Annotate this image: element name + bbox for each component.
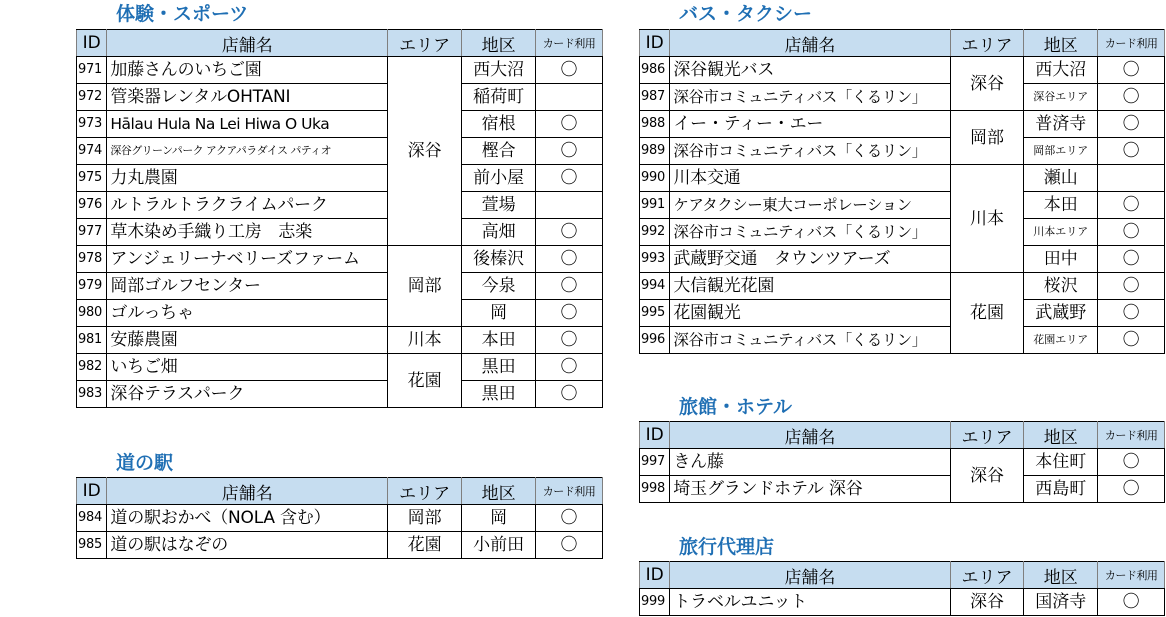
- cell-name: イー・ティー・エー: [670, 111, 950, 138]
- cell-name: 埼玉グランドホテル 深谷: [670, 476, 950, 503]
- cell-card: 〇: [1098, 111, 1165, 138]
- table-row: [77, 111, 603, 138]
- cell-name: 岡部ゴルフセンター: [107, 273, 388, 300]
- cell-id: 984: [77, 505, 107, 532]
- cell-card: 〇: [1098, 84, 1165, 111]
- table-row: [640, 449, 1165, 476]
- cell-name: きん藤: [670, 449, 950, 476]
- cell-card: 〇: [536, 505, 603, 532]
- cell-id: 998: [640, 476, 670, 503]
- table-row: [640, 273, 1165, 300]
- cell-district: 小前田: [462, 532, 536, 559]
- cell-district: 黒田: [462, 354, 536, 381]
- cell-card: 〇: [536, 273, 603, 300]
- header-name: 店舗名: [107, 478, 388, 505]
- cell-id: 993: [640, 246, 670, 273]
- cell-card: 〇: [536, 57, 603, 84]
- table-row: [640, 57, 1165, 84]
- table-michinoeki: [76, 477, 603, 559]
- cell-id: 999: [640, 589, 670, 616]
- cell-id: 988: [640, 111, 670, 138]
- cell-name: 草木染め手織り工房 志楽: [107, 219, 388, 246]
- cell-area: 花園: [950, 273, 1024, 354]
- cell-district: 稲荷町: [462, 84, 536, 111]
- cell-id: 972: [77, 84, 107, 111]
- cell-card: 〇: [536, 327, 603, 354]
- cell-district: 高畑: [462, 219, 536, 246]
- table-row: [77, 532, 603, 559]
- cell-name: 深谷市コミュニティバス「くるリン」: [670, 327, 950, 354]
- table-travel: [639, 561, 1165, 616]
- header-id: ID: [640, 562, 670, 589]
- cell-name: 川本交通: [670, 165, 950, 192]
- cell-area: 花園: [388, 354, 462, 408]
- cell-id: 973: [77, 111, 107, 138]
- cell-name: 大信観光花園: [670, 273, 950, 300]
- cell-name: 管楽器レンタルOHTANI: [107, 84, 388, 111]
- cell-area: 深谷: [950, 449, 1024, 503]
- cell-district: 西島町: [1024, 476, 1098, 503]
- table-row: [640, 300, 1165, 327]
- cell-card: 〇: [1098, 589, 1165, 616]
- cell-name: いちご畑: [107, 354, 388, 381]
- table-row: [77, 327, 603, 354]
- cell-name: ゴルっちゃ: [107, 300, 388, 327]
- table-row: [77, 300, 603, 327]
- cell-id: 994: [640, 273, 670, 300]
- cell-district: 前小屋: [462, 165, 536, 192]
- header-card: カード利用: [536, 30, 603, 57]
- cell-card: 〇: [1098, 273, 1165, 300]
- cell-district: 本田: [1024, 192, 1098, 219]
- cell-area: 岡部: [388, 505, 462, 532]
- cell-area: 深谷: [388, 57, 462, 246]
- header-card: カード利用: [536, 478, 603, 505]
- cell-card: 〇: [536, 219, 603, 246]
- cell-card: [536, 84, 603, 111]
- header-area: エリア: [950, 562, 1024, 589]
- section-title-michinoeki: 道の駅: [116, 452, 174, 474]
- header-district: 地区: [462, 478, 536, 505]
- cell-district: 西大沼: [462, 57, 536, 84]
- table-taiken: [76, 29, 603, 408]
- header-card: カード利用: [1098, 30, 1165, 57]
- table-row: [640, 476, 1165, 503]
- header-name: 店舗名: [670, 30, 950, 57]
- cell-name: トラベルユニット: [670, 589, 950, 616]
- cell-id: 977: [77, 219, 107, 246]
- table-row: [77, 57, 603, 84]
- table-row: [77, 354, 603, 381]
- cell-name: Hālau Hula Na Lei Hiwa O Uka: [107, 111, 388, 138]
- cell-id: 982: [77, 354, 107, 381]
- table-row: [77, 165, 603, 192]
- section-title-ryokan: 旅館・ホテル: [679, 396, 793, 418]
- cell-name: 深谷テラスパーク: [107, 381, 388, 408]
- cell-name: 道の駅おかべ（NOLA 含む）: [107, 505, 388, 532]
- cell-district: 岡部エリア: [1024, 138, 1098, 165]
- cell-id: 979: [77, 273, 107, 300]
- cell-district: 宿根: [462, 111, 536, 138]
- header-district: 地区: [462, 30, 536, 57]
- table-row: [77, 246, 603, 273]
- cell-district: 深谷エリア: [1024, 84, 1098, 111]
- header-name: 店舗名: [670, 422, 950, 449]
- cell-name: ルトラルトラクライムパーク: [107, 192, 388, 219]
- cell-card: 〇: [1098, 300, 1165, 327]
- header-area: エリア: [388, 30, 462, 57]
- cell-name: 力丸農園: [107, 165, 388, 192]
- table-ryokan: [639, 421, 1165, 503]
- table-row: [77, 505, 603, 532]
- cell-name: 深谷グリーンパーク アクアパラダイス パティオ: [107, 138, 388, 165]
- cell-district: 普済寺: [1024, 111, 1098, 138]
- cell-id: 978: [77, 246, 107, 273]
- cell-id: 983: [77, 381, 107, 408]
- cell-card: 〇: [536, 246, 603, 273]
- table-row: [640, 219, 1165, 246]
- cell-name: 深谷市コミュニティバス「くるリン」: [670, 138, 950, 165]
- cell-area: 川本: [388, 327, 462, 354]
- section-title-travel: 旅行代理店: [679, 536, 775, 558]
- table-header-row: [77, 478, 603, 505]
- table-row: [77, 381, 603, 408]
- header-district: 地区: [1024, 422, 1098, 449]
- cell-name: 安藤農園: [107, 327, 388, 354]
- cell-district: 今泉: [462, 273, 536, 300]
- cell-card: 〇: [1098, 138, 1165, 165]
- table-row: [640, 246, 1165, 273]
- table-row: [640, 165, 1165, 192]
- header-card: カード利用: [1098, 422, 1165, 449]
- cell-id: 980: [77, 300, 107, 327]
- header-area: エリア: [388, 478, 462, 505]
- table-row: [77, 219, 603, 246]
- cell-card: [1098, 165, 1165, 192]
- cell-id: 987: [640, 84, 670, 111]
- cell-id: 971: [77, 57, 107, 84]
- table-header-row: [77, 30, 603, 57]
- cell-card: 〇: [536, 111, 603, 138]
- cell-card: 〇: [1098, 476, 1165, 503]
- cell-id: 997: [640, 449, 670, 476]
- cell-district: 萱場: [462, 192, 536, 219]
- cell-name: 武蔵野交通 タウンツアーズ: [670, 246, 950, 273]
- cell-card: 〇: [536, 165, 603, 192]
- header-id: ID: [77, 478, 107, 505]
- header-district: 地区: [1024, 562, 1098, 589]
- table-row: [640, 589, 1165, 616]
- cell-district: 国済寺: [1024, 589, 1098, 616]
- cell-name: 花園観光: [670, 300, 950, 327]
- header-area: エリア: [950, 30, 1024, 57]
- cell-id: 992: [640, 219, 670, 246]
- cell-district: 岡: [462, 505, 536, 532]
- cell-district: 桜沢: [1024, 273, 1098, 300]
- cell-area: 岡部: [950, 111, 1024, 165]
- cell-name: 深谷市コミュニティバス「くるリン」: [670, 219, 950, 246]
- header-name: 店舗名: [670, 562, 950, 589]
- cell-district: 西大沼: [1024, 57, 1098, 84]
- cell-name: 道の駅はなぞの: [107, 532, 388, 559]
- header-district: 地区: [1024, 30, 1098, 57]
- cell-id: 996: [640, 327, 670, 354]
- cell-name: 深谷市コミュニティバス「くるリン」: [670, 84, 950, 111]
- table-row: [77, 138, 603, 165]
- header-area: エリア: [950, 422, 1024, 449]
- cell-area: 花園: [388, 532, 462, 559]
- cell-district: 黒田: [462, 381, 536, 408]
- header-id: ID: [640, 422, 670, 449]
- cell-name: 深谷観光バス: [670, 57, 950, 84]
- cell-id: 974: [77, 138, 107, 165]
- cell-id: 989: [640, 138, 670, 165]
- cell-area: 川本: [950, 165, 1024, 273]
- table-row: [640, 84, 1165, 111]
- cell-district: 本住町: [1024, 449, 1098, 476]
- table-row: [77, 192, 603, 219]
- cell-card: 〇: [1098, 449, 1165, 476]
- cell-id: 981: [77, 327, 107, 354]
- header-card: カード利用: [1098, 562, 1165, 589]
- cell-id: 990: [640, 165, 670, 192]
- cell-district: 川本エリア: [1024, 219, 1098, 246]
- cell-card: 〇: [1098, 57, 1165, 84]
- cell-card: 〇: [536, 138, 603, 165]
- cell-district: 本田: [462, 327, 536, 354]
- table-row: [640, 192, 1165, 219]
- cell-card: 〇: [536, 381, 603, 408]
- cell-id: 986: [640, 57, 670, 84]
- cell-district: 田中: [1024, 246, 1098, 273]
- cell-card: 〇: [536, 532, 603, 559]
- cell-area: 深谷: [950, 589, 1024, 616]
- cell-name: 加藤さんのいちご園: [107, 57, 388, 84]
- header-id: ID: [640, 30, 670, 57]
- cell-name: アンジェリーナベリーズファーム: [107, 246, 388, 273]
- table-header-row: [640, 562, 1165, 589]
- cell-card: 〇: [1098, 327, 1165, 354]
- cell-area: 深谷: [950, 57, 1024, 111]
- table-header-row: [640, 422, 1165, 449]
- cell-card: 〇: [1098, 246, 1165, 273]
- cell-card: 〇: [1098, 219, 1165, 246]
- cell-district: 後榛沢: [462, 246, 536, 273]
- cell-id: 975: [77, 165, 107, 192]
- section-title-bus: バス・タクシー: [679, 3, 813, 25]
- table-row: [77, 84, 603, 111]
- cell-district: 瀬山: [1024, 165, 1098, 192]
- cell-area: 岡部: [388, 246, 462, 327]
- table-header-row: [640, 30, 1165, 57]
- cell-district: 武蔵野: [1024, 300, 1098, 327]
- table-row: [640, 138, 1165, 165]
- header-id: ID: [77, 30, 107, 57]
- header-name: 店舗名: [107, 30, 388, 57]
- cell-name: ケアタクシー東大コーポレーション: [670, 192, 950, 219]
- cell-card: 〇: [1098, 192, 1165, 219]
- table-row: [640, 111, 1165, 138]
- table-row: [640, 327, 1165, 354]
- cell-card: 〇: [536, 300, 603, 327]
- table-row: [77, 273, 603, 300]
- cell-card: [536, 192, 603, 219]
- cell-district: 樫合: [462, 138, 536, 165]
- cell-id: 976: [77, 192, 107, 219]
- cell-district: 岡: [462, 300, 536, 327]
- cell-district: 花園エリア: [1024, 327, 1098, 354]
- cell-id: 985: [77, 532, 107, 559]
- cell-card: 〇: [536, 354, 603, 381]
- section-title-taiken: 体験・スポーツ: [116, 3, 249, 25]
- cell-id: 991: [640, 192, 670, 219]
- table-bus: [639, 29, 1165, 354]
- cell-id: 995: [640, 300, 670, 327]
